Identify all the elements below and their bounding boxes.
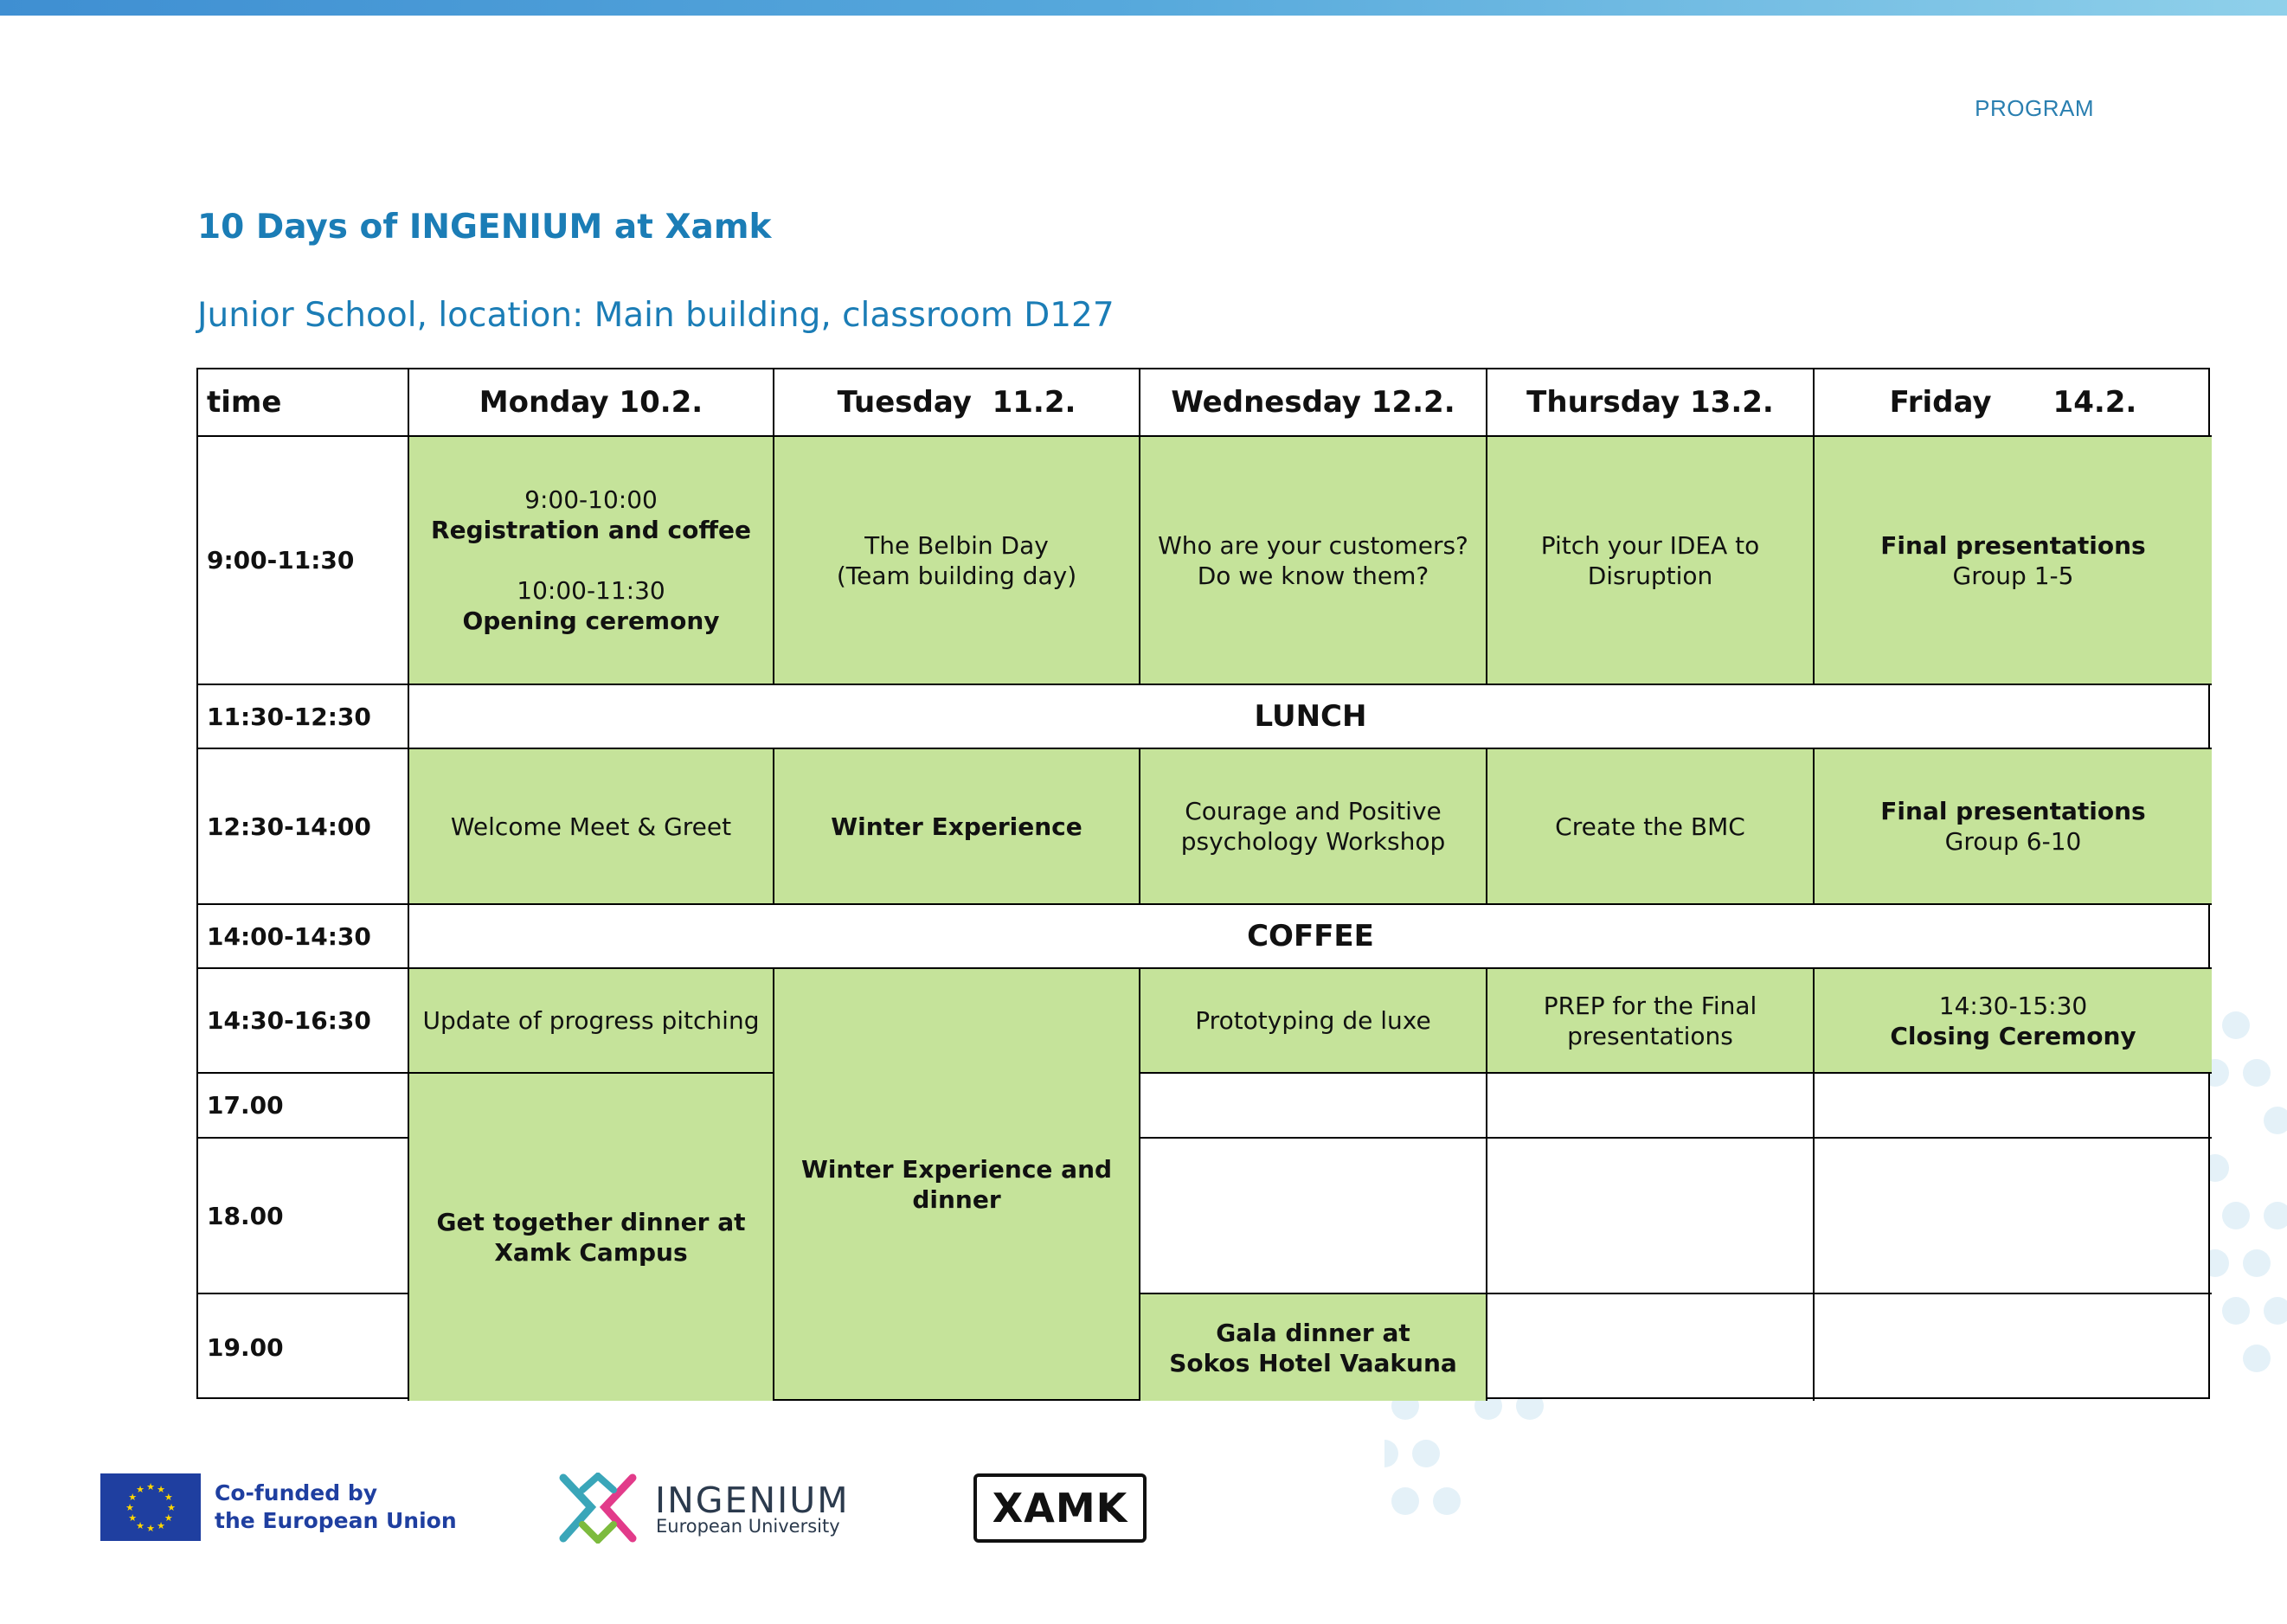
event-group: Group 1-5 — [1952, 561, 2074, 590]
event-line: Sokos Hotel Vaakuna — [1169, 1348, 1457, 1377]
event-line: Xamk Campus — [494, 1238, 688, 1267]
event-line: presentations — [1567, 1021, 1733, 1050]
decorative-dot — [2264, 1107, 2287, 1134]
empty-cell — [1487, 1139, 1815, 1294]
eu-stars-icon — [100, 1473, 201, 1541]
event-group: Group 6-10 — [1944, 827, 2082, 856]
eu-cofunded-text — [215, 1480, 457, 1535]
thursday-late-cell — [1487, 969, 1815, 1074]
time-label: 14:30-16:30 — [198, 969, 409, 1074]
top-gradient-bar — [0, 0, 2287, 16]
decorative-dot — [2264, 1297, 2287, 1325]
page-title: 10 Days of INGENIUM at Xamk — [197, 208, 772, 247]
eu-star-icon: ★ — [167, 1502, 176, 1513]
program-label: PROGRAM — [1975, 95, 2094, 121]
wednesday-late-cell: Prototyping de luxe — [1140, 969, 1487, 1074]
time-label: 18.00 — [198, 1139, 409, 1294]
event-line: The Belbin Day — [864, 530, 1049, 560]
eu-star-icon: ★ — [125, 1502, 134, 1513]
empty-cell — [1487, 1294, 1815, 1401]
event-line: Winter Experience and — [800, 1154, 1113, 1184]
event-time: 10:00-11:30 — [517, 576, 665, 605]
eu-star-icon: ★ — [157, 1519, 165, 1531]
event-line: Gala dinner at — [1216, 1318, 1410, 1347]
event-line: Do we know them? — [1197, 561, 1429, 590]
event-line: dinner — [912, 1184, 1001, 1214]
event-title: Final presentations — [1880, 797, 2146, 825]
time-label: 9:00-11:30 — [198, 437, 409, 685]
eu-flag-logo — [100, 1473, 201, 1541]
decorative-dot — [2222, 1011, 2250, 1039]
decorative-dot — [1433, 1487, 1461, 1515]
event-line: Pitch your IDEA to — [1540, 530, 1760, 560]
event-time: 9:00-10:00 — [524, 485, 658, 514]
ingenium-subtitle: European University — [656, 1516, 840, 1537]
wednesday-morning-cell — [1140, 437, 1487, 685]
xamk-logo: XAMK — [973, 1473, 1147, 1543]
header-friday: Friday 14.2. — [1815, 369, 2212, 437]
header-monday: Monday 10.2. — [409, 369, 774, 437]
decorative-dot — [1412, 1440, 1440, 1467]
tuesday-afternoon-cell: Winter Experience — [774, 749, 1140, 905]
decorative-dot — [2264, 1202, 2287, 1229]
tuesday-evening-cell — [774, 969, 1140, 1401]
header-tuesday: Tuesday 11.2. — [774, 369, 1140, 437]
eu-star-icon: ★ — [128, 1492, 138, 1503]
decorative-dot — [2243, 1345, 2271, 1372]
time-label: 12:30-14:00 — [198, 749, 409, 905]
lunch-bar: LUNCH — [409, 685, 2212, 749]
event-line: PREP for the Final — [1543, 991, 1757, 1020]
empty-cell — [1815, 1139, 2212, 1294]
eu-star-icon: ★ — [136, 1519, 145, 1531]
decorative-dot — [2243, 1059, 2271, 1087]
time-label: 11:30-12:30 — [198, 685, 409, 749]
friday-afternoon-cell — [1815, 749, 2212, 905]
eu-star-icon: ★ — [128, 1512, 138, 1524]
eu-star-icon: ★ — [157, 1484, 165, 1496]
page-subtitle: Junior School, location: Main building, classroom D127 — [197, 296, 1115, 335]
event-line: Courage and Positive — [1185, 797, 1442, 825]
event-line: Get together dinner at — [436, 1208, 746, 1236]
eu-line: Co-funded by — [215, 1480, 378, 1505]
ingenium-name: INGENIUM — [655, 1480, 850, 1521]
eu-star-icon: ★ — [146, 1523, 155, 1534]
event-line: Who are your customers? — [1158, 530, 1468, 560]
event-line: psychology Workshop — [1180, 827, 1446, 856]
decorative-dot — [2222, 1297, 2250, 1325]
empty-cell — [1487, 1074, 1815, 1139]
eu-star-icon: ★ — [136, 1484, 145, 1496]
event-title: Final presentations — [1880, 530, 2146, 560]
eu-star-icon: ★ — [164, 1512, 173, 1524]
ingenium-x-logo — [556, 1473, 639, 1544]
header-time: time — [198, 369, 409, 437]
event-line: Disruption — [1587, 561, 1713, 590]
eu-star-icon: ★ — [146, 1481, 155, 1492]
coffee-bar: COFFEE — [409, 905, 2212, 969]
time-label: 17.00 — [198, 1074, 409, 1139]
empty-cell — [1140, 1139, 1487, 1294]
eu-line: the European Union — [215, 1508, 457, 1533]
decorative-dot — [2222, 1202, 2250, 1229]
event-title: Opening ceremony — [462, 607, 720, 635]
monday-afternoon-cell: Welcome Meet & Greet — [409, 749, 774, 905]
event-title: Registration and coffee — [431, 516, 751, 544]
monday-evening-cell — [409, 1074, 774, 1401]
wednesday-gala-cell — [1140, 1294, 1487, 1401]
monday-late-cell: Update of progress pitching — [409, 969, 774, 1074]
decorative-dot — [1384, 1440, 1398, 1467]
empty-cell — [1140, 1074, 1487, 1139]
header-thursday: Thursday 13.2. — [1487, 369, 1815, 437]
tuesday-morning-cell — [774, 437, 1140, 685]
eu-star-icon: ★ — [164, 1492, 173, 1503]
empty-cell — [1815, 1294, 2212, 1401]
event-title: Closing Ceremony — [1890, 1021, 2136, 1050]
monday-morning-cell — [409, 437, 774, 685]
decorative-dot — [1391, 1487, 1419, 1515]
friday-late-cell — [1815, 969, 2212, 1074]
empty-cell — [1815, 1074, 2212, 1139]
schedule-table — [196, 368, 2210, 1399]
friday-morning-cell — [1815, 437, 2212, 685]
thursday-morning-cell — [1487, 437, 1815, 685]
event-line: (Team building day) — [836, 561, 1077, 590]
time-label: 19.00 — [198, 1294, 409, 1401]
thursday-afternoon-cell: Create the BMC — [1487, 749, 1815, 905]
wednesday-afternoon-cell — [1140, 749, 1487, 905]
event-time: 14:30-15:30 — [1938, 991, 2088, 1020]
time-label: 14:00-14:30 — [198, 905, 409, 969]
header-wednesday: Wednesday 12.2. — [1140, 369, 1487, 437]
decorative-dot — [2243, 1249, 2271, 1277]
